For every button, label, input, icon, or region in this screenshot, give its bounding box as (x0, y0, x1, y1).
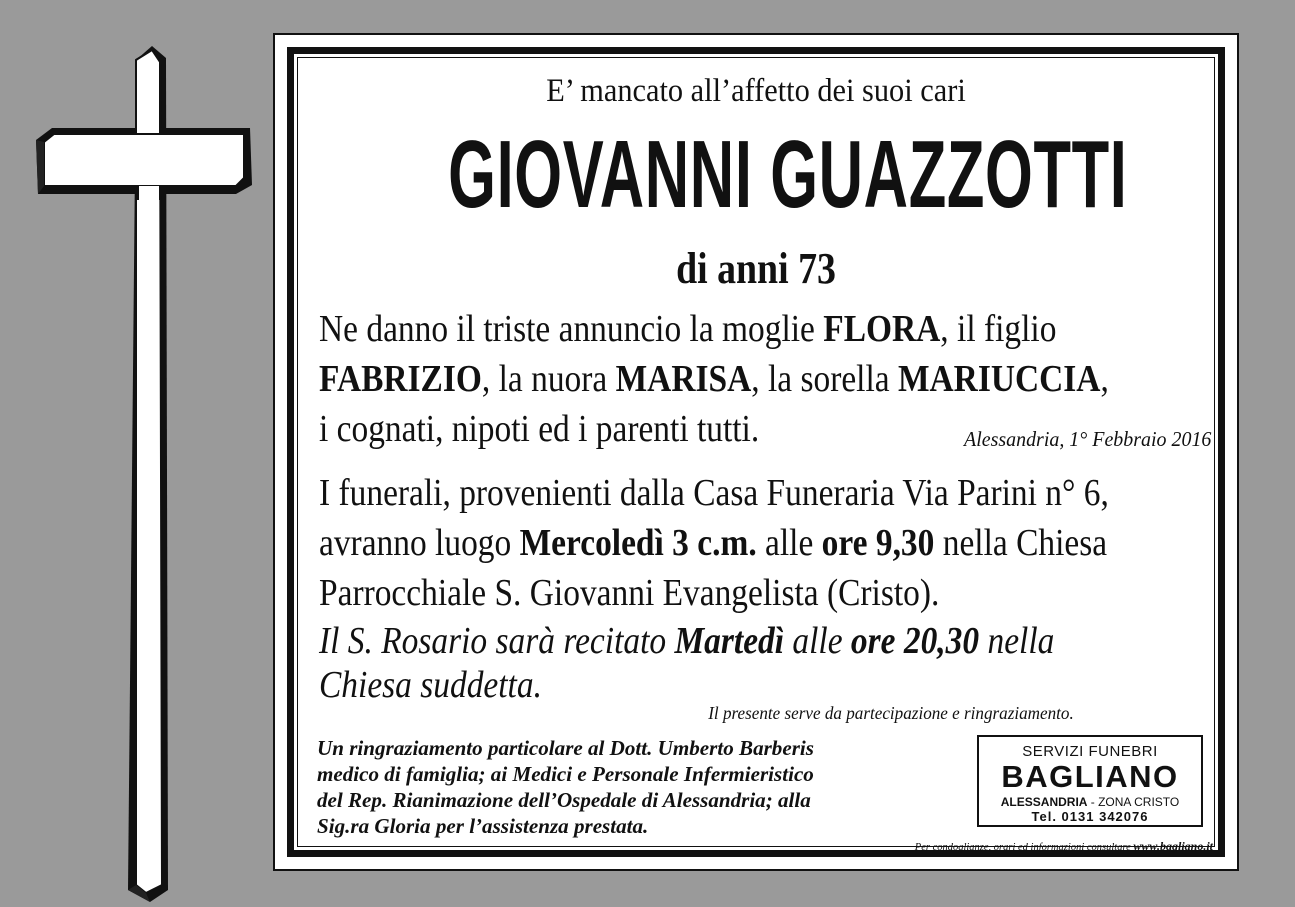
logo-phone: Tel. 0131 342076 (1031, 809, 1149, 824)
logo-brand: BAGLIANO (1001, 759, 1179, 794)
funeral-line-3: Parrocchiale S. Giovanni Evangelista (Cristo). (319, 572, 940, 614)
cross-icon (0, 0, 270, 907)
funeral-line-2: avranno luogo Mercoledì 3 c.m. alle ore 9,30 nella Chiesa (319, 522, 1108, 564)
deceased-name: GIOVANNI GUAZZOTTI (448, 121, 1128, 228)
rosary-line-2: Chiesa suddetta. (319, 664, 542, 706)
thanks-paragraph (317, 735, 814, 839)
funeral-line-1: I funerali, provenienti dalla Casa Funeraria Via Parini n° 6, (319, 472, 1109, 514)
announcement-line-1: Ne danno il triste annuncio la moglie FLORA, il figlio (319, 308, 1057, 350)
rosary-line-1: Il S. Rosario sarà recitato Martedì alle ore 20,30 nella (319, 620, 1055, 662)
participation-note: Il presente serve da partecipazione e ringraziamento. (708, 703, 1074, 723)
thanks-line: medico di famiglia; ai Medici e Personale Infermieristico (317, 762, 814, 786)
thanks-line: Sig.ra Gloria per l’assistenza prestata. (317, 814, 649, 838)
logo-location: ALESSANDRIA - ZONA CRISTO (1000, 795, 1180, 809)
funeral-service-logo (977, 735, 1203, 827)
logo-subtitle: SERVIZI FUNEBRI (1022, 743, 1158, 760)
announcement-line-3: i cognati, nipoti ed i parenti tutti. (319, 408, 760, 450)
age-text: di anni 73 (676, 244, 836, 293)
thanks-line: Un ringraziamento particolare al Dott. Umberto Barberis (317, 736, 814, 760)
announcement-line-2: FABRIZIO, la nuora MARISA, la sorella MARIUCCIA, (319, 358, 1109, 400)
obituary-card (273, 33, 1239, 871)
thanks-line: del Rep. Rianimazione dell’Ospedale di Alessandria; alla (317, 788, 811, 812)
place-date: Alessandria, 1° Febbraio 2016 (963, 427, 1211, 451)
website-link[interactable]: www.bagliano.it (1133, 839, 1213, 853)
footer-note: Per condoglianze, orari ed informazioni consultare www.bagliano.it (914, 839, 1213, 853)
intro-text: E’ mancato all’affetto dei suoi cari (546, 73, 966, 109)
